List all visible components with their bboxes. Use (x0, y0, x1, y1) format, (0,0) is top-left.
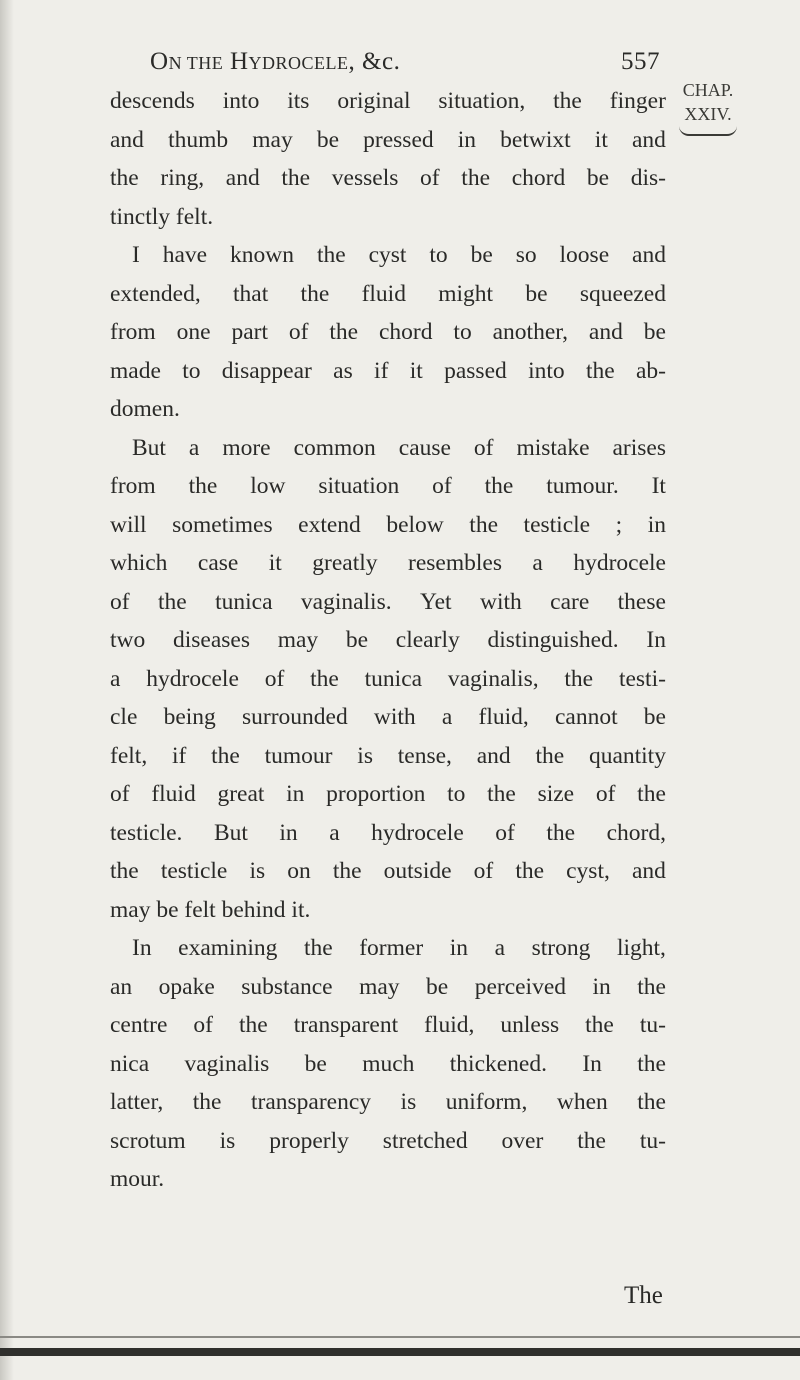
text-line: the testicle is on the outside of the cyst, and (110, 858, 666, 884)
text-line: which case it greatly resembles a hydrocele (110, 550, 666, 576)
text-line: I have known the cyst to be so loose and (132, 242, 666, 268)
text-line: But a more common cause of mistake arises (132, 434, 666, 461)
page-number: 557 (621, 48, 660, 75)
text-line: tinctly felt. (110, 203, 214, 230)
text-line: latter, the transparency is uniform, when the (110, 1089, 666, 1115)
text-line: centre of the transparent fluid, unless the tu- (110, 1012, 666, 1038)
text-line: may be felt behind it. (110, 896, 311, 923)
brace-mark (679, 126, 737, 136)
running-head (150, 48, 660, 84)
text-line: scrotum is properly stretched over the tu- (110, 1127, 666, 1154)
page-gutter-shadow (0, 0, 14, 1380)
body-text (110, 82, 666, 1199)
chapter-mark-number: XXIV. (684, 104, 732, 124)
bottom-edge-rule (0, 1348, 800, 1356)
running-head-title: ON THE HYDROCELE, &c. (150, 48, 401, 75)
bottom-shadow-line (0, 1336, 800, 1338)
text-line: testicle. But in a hydrocele of the chord, (110, 819, 666, 846)
chapter-mark-label: CHAP. (682, 80, 734, 100)
text-line: a hydrocele of the tunica vaginalis, the testi- (110, 665, 666, 692)
text-line: domen. (110, 396, 180, 422)
text-line: nica vaginalis be much thickened. In the (110, 1050, 666, 1077)
text-line: descends into its original situation, the finger (110, 88, 666, 114)
text-line: the ring, and the vessels of the chord be dis- (110, 165, 666, 191)
text-line: from the low situation of the tumour. It (110, 473, 666, 499)
catchword: The (624, 1282, 663, 1309)
text-line: from one part of the chord to another, and be (110, 319, 666, 345)
text-line: two diseases may be clearly distinguished. In (110, 627, 666, 653)
text-line: made to disappear as if it passed into the ab- (110, 357, 666, 384)
text-line: of the tunica vaginalis. Yet with care these (110, 588, 666, 615)
text-line: In examining the former in a strong light, (132, 935, 666, 961)
text-line: an opake substance may be perceived in the (110, 973, 666, 1000)
text-line: will sometimes extend below the testicle ; in (110, 511, 666, 538)
text-line: and thumb may be pressed in betwixt it and (110, 126, 666, 153)
text-line: extended, that the fluid might be squeezed (110, 280, 666, 307)
text-line: felt, if the tumour is tense, and the quantity (110, 742, 666, 769)
text-line: cle being surrounded with a fluid, cannot be (110, 704, 666, 730)
text-line: of fluid great in proportion to the size of the (110, 781, 666, 807)
text-line: mour. (110, 1166, 165, 1192)
chapter-marginal-note (668, 78, 748, 136)
